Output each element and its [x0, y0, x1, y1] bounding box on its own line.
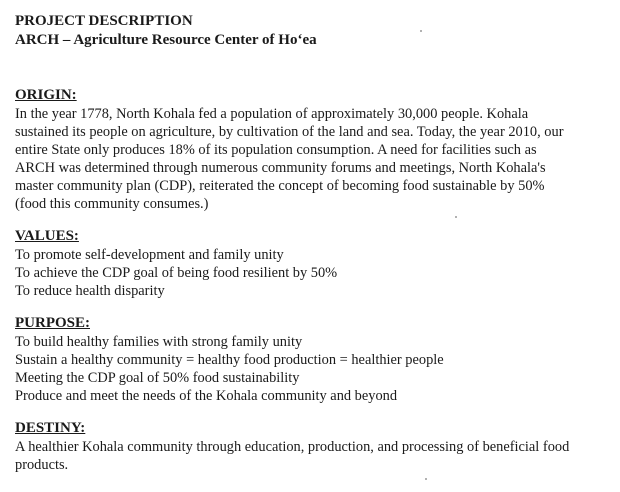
origin-line: entire State only produces 18% of its population consumption. A need for facilities such as	[15, 142, 537, 158]
origin-line: ARCH was determined through numerous community forums and meetings, North Kohala's	[15, 160, 546, 176]
scan-speck	[425, 478, 427, 480]
purpose-item: Produce and meet the needs of the Kohala community and beyond	[15, 388, 398, 404]
purpose-item: To build healthy families with strong family unity	[15, 334, 303, 350]
document-subtitle: ARCH – Agriculture Resource Center of Hoʻea	[15, 32, 317, 48]
values-item: To achieve the CDP goal of being food resilient by 50%	[15, 265, 338, 281]
origin-line: sustained its people on agriculture, by cultivation of the land and sea. Today, the year 2010, our	[15, 124, 564, 140]
document-title: PROJECT DESCRIPTION	[15, 13, 193, 29]
origin-line: In the year 1778, North Kohala fed a population of approximately 30,000 people. Kohala	[15, 106, 529, 122]
values-section	[15, 227, 615, 300]
destiny-section	[15, 419, 615, 474]
scan-speck	[420, 30, 422, 32]
purpose-section	[15, 314, 615, 405]
purpose-item: Meeting the CDP goal of 50% food sustainability	[15, 370, 300, 386]
purpose-heading: PURPOSE:	[15, 315, 90, 331]
destiny-line: products.	[15, 457, 69, 473]
values-item: To promote self-development and family unity	[15, 247, 284, 263]
destiny-heading: DESTINY:	[15, 420, 86, 436]
values-heading: VALUES:	[15, 228, 79, 244]
origin-line: master community plan (CDP), reiterated the concept of becoming food sustainable by 50%	[15, 178, 545, 194]
origin-section	[15, 86, 615, 213]
scan-speck	[455, 216, 457, 218]
document-page	[15, 12, 615, 474]
origin-line: (food this community consumes.)	[15, 196, 209, 212]
purpose-item: Sustain a healthy community = healthy food production = healthier people	[15, 352, 444, 368]
values-item: To reduce health disparity	[15, 283, 165, 299]
origin-paragraph	[15, 105, 615, 213]
origin-heading: ORIGIN:	[15, 87, 77, 103]
destiny-line: A healthier Kohala community through education, production, and processing of beneficial food	[15, 439, 570, 455]
destiny-paragraph	[15, 438, 615, 474]
